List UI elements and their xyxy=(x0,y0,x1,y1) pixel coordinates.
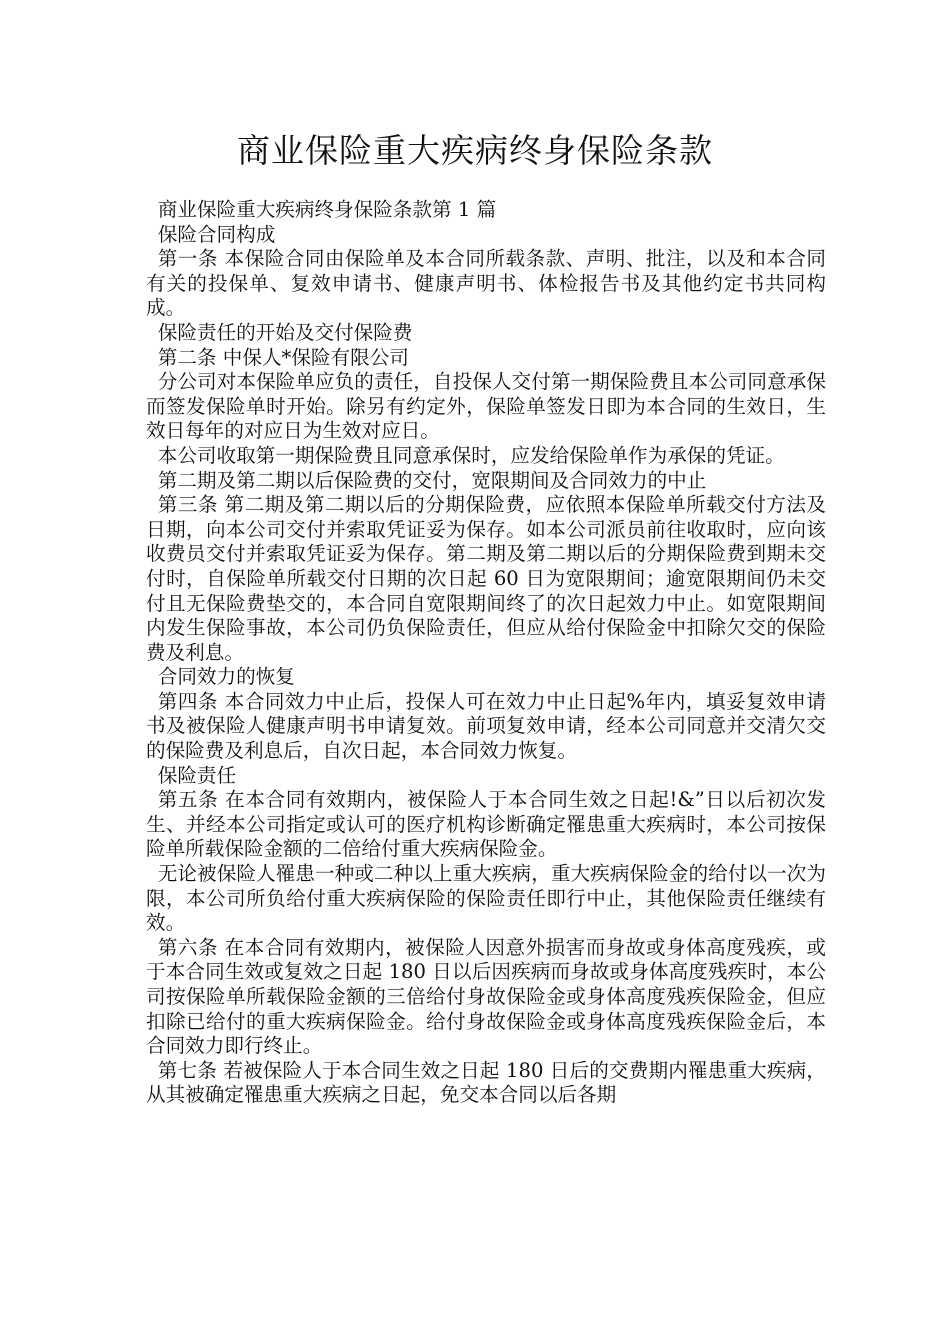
clause-paragraph: 第五条 在本合同有效期内，被保险人于本合同生效之日起!&”日以后初次发生、并经本公司指定或认可的医疗机构诊断确定罹患重大疾病时，本公司按保险单所载保险金额的二倍给付重大疾病保险金。 xyxy=(146,788,826,861)
clause-paragraph: 第二条 中保人*保险有限公司 xyxy=(157,345,409,369)
section-heading: 第二期及第二期以后保险费的交付，宽限期间及合同效力的中止 xyxy=(157,468,707,492)
section-heading: 合同效力的恢复 xyxy=(157,665,295,689)
document-body xyxy=(146,198,826,1108)
clause-paragraph: 分公司对本保险单应负的责任，自投保人交付第一期保险费且本公司同意承保而签发保险单时开始。除另有约定外，保险单签发日即为本合同的生效日，生效日每年的对应日为生效对应日。 xyxy=(146,370,826,443)
section-heading: 保险合同构成 xyxy=(157,222,276,246)
section-subtitle: 商业保险重大疾病终身保险条款第 1 篇 xyxy=(157,198,497,221)
clause-paragraph: 第七条 若被保险人于本合同生效之日起 180 日后的交费期内罹患重大疾病，从其被确定罹患重大疾病之日起，免交本合同以后各期 xyxy=(146,1058,826,1107)
clause-paragraph: 第六条 在本合同有效期内，被保险人因意外损害而身故或身体高度残疾，或于本合同生效或复效之日起 180 日以后因疾病而身故或身体高度残疾时，本公司按保险单所载保险金额的三倍给付身故保险金或身体高度残疾保险金，但应扣除已给付的重大疾病保险金。给付身故保险金或身体高度残疾保险金后，本合同效力即行终止。 xyxy=(146,935,826,1058)
clause-paragraph: 第四条 本合同效力中止后，投保人可在效力中止日起%年内，填妥复效申请书及被保险人健康声明书申请复效。前项复效申请，经本公司同意并交清欠交的保险费及利息后，自次日起，本合同效力恢复。 xyxy=(146,689,826,763)
clause-paragraph: 本公司收取第一期保险费且同意承保时，应发给保险单作为承保的凭证。 xyxy=(157,443,785,467)
section-heading: 保险责任 xyxy=(157,763,237,787)
clause-paragraph: 无论被保险人罹患一种或二种以上重大疾病，重大疾病保险金的给付以一次为限，本公司所负给付重大疾病保险的保险责任即行中止，其他保险责任继续有效。 xyxy=(146,862,826,935)
section-heading: 保险责任的开始及交付保险费 xyxy=(157,320,413,344)
document-title: 商业保险重大疾病终身保险条款 xyxy=(237,131,713,170)
clause-paragraph: 第一条 本保险合同由保险单及本合同所载条款、声明、批注，以及和本合同有关的投保单、复效申请书、健康声明书、体检报告书及其他约定书共同构成。 xyxy=(146,247,826,320)
clause-paragraph: 第三条 第二期及第二期以后的分期保险费，应依照本保险单所载交付方法及日期，向本公司交付并索取凭证妥为保存。如本公司派员前往收取时，应向该收费员交付并索取凭证妥为保存。第二期及第二期以后的分期保险费到期未交付时，自保险单所载交付日期的次日起 60 日为宽限期间；逾宽限期间仍未交付且无保险费垫交的，本合同自宽限期间终了的次日起效力中止。如宽限期间内发生保险事故，本公司仍负保险责任，但应从给付保险金中扣除欠交的保险费及利息。 xyxy=(146,493,826,664)
